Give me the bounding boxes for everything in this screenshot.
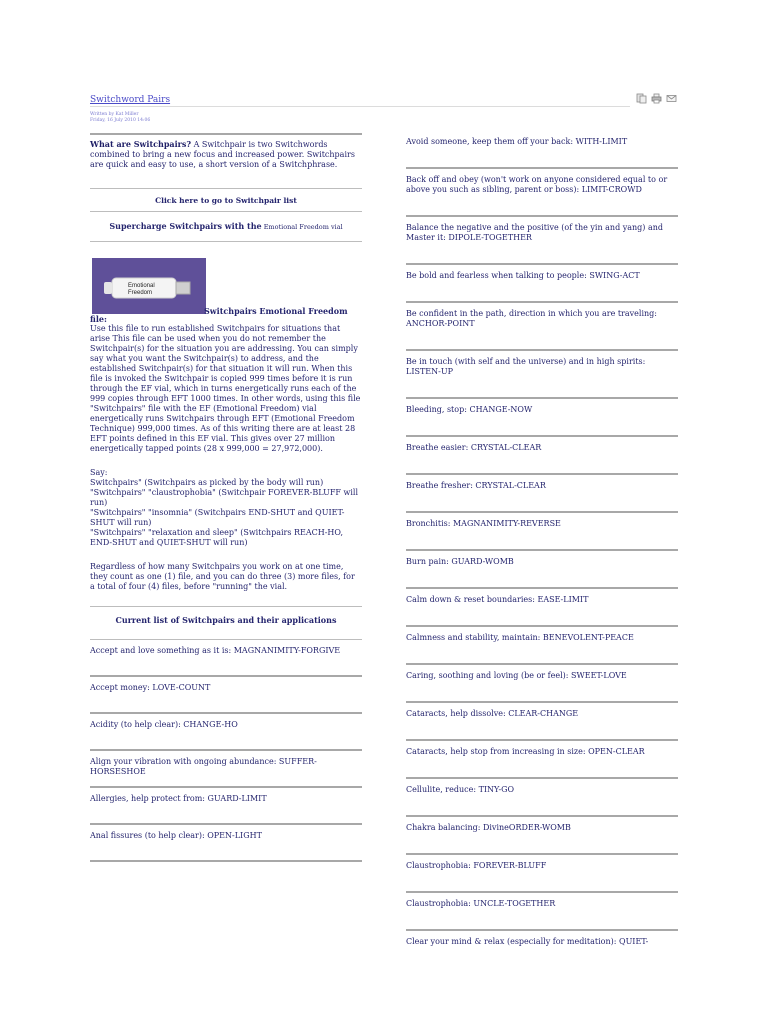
title-divider [90, 106, 630, 107]
left-entry-list [90, 640, 362, 862]
list-item: Cellulite, reduce: TINY-GO [406, 785, 515, 794]
divider [90, 211, 362, 212]
say-block [90, 468, 362, 548]
list-item: Accept and love something as it is: MAGNANIMITY-FORGIVE [90, 646, 341, 655]
print-icon[interactable] [651, 93, 662, 104]
divider [90, 133, 362, 135]
list-item: Accept money: LOVE-COUNT [90, 683, 211, 692]
list-item: Cataracts, help stop from increasing in size: OPEN-CLEAR [406, 747, 645, 756]
list-item: Claustrophobia: UNCLE-TOGETHER [406, 899, 556, 908]
say-line: "Switchpairs" "insomnia" (Switchpairs END-SHUT and QUIET-SHUT will run) [90, 508, 345, 527]
list-heading: Current list of Switchpairs and their applications [115, 615, 337, 625]
vial-label-line2: Freedom [128, 290, 153, 296]
file-label: file: [90, 314, 107, 324]
supercharge-bold: Supercharge Switchpairs with the [109, 221, 262, 231]
list-item: Allergies, help protect from: GUARD-LIMIT [90, 794, 267, 803]
right-column [406, 131, 678, 951]
divider [90, 606, 362, 607]
pdf-icon[interactable] [636, 93, 647, 104]
article-meta [90, 112, 150, 124]
list-item: Breathe fresher: CRYSTAL-CLEAR [406, 481, 546, 490]
list-item: Be bold and fearless when talking to people: SWING-ACT [406, 271, 640, 280]
list-item: Align your vibration with ongoing abundance: SUFFER-HORSESHOE [90, 757, 317, 776]
emotional-freedom-vial-image [92, 258, 206, 314]
list-item: Breathe easier: CRYSTAL-CLEAR [406, 443, 542, 452]
body-paragraph: Use this file to run established Switchpairs for situations that arise This file can be used when you do not remember the Switchpair(s) for the situation you are addressing. You can simply say what you want the Switchpair(s) to address, and the established Switchpair(s) for that situation it will run. When this file is invoked the Switchpair is copied 999 times before it is run through the EF vial, which in turns energetically runs each of the 999 copies through EFT 1000 times. In other words, using this file "Switchpairs" file with the EF (Emotional Freedom) vial energetically runs Switchpairs through EFT (Emotional Freedom Technique) 999,000 times. As of this writing there are at least 28 EFT points defined in this EF vial. This gives over 27 million energetically tapped points (28 x 999,000 = 27,972,000). [90, 324, 361, 453]
list-item: Be in touch (with self and the universe) and in high spirits: LISTEN-UP [406, 357, 646, 376]
list-item: Claustrophobia: FOREVER-BLUFF [406, 861, 547, 870]
intro-paragraph [90, 139, 362, 170]
right-entry-list [406, 131, 678, 951]
supercharge-heading [90, 221, 362, 232]
article-tools [636, 93, 677, 104]
divider [90, 860, 362, 862]
list-item: Chakra balancing: DivineORDER-WOMB [406, 823, 571, 832]
vial-section [90, 258, 362, 318]
list-item: Anal fissures (to help clear): OPEN-LIGHT [90, 831, 262, 840]
list-item: Cataracts, help dissolve: CLEAR-CHANGE [406, 709, 579, 718]
email-icon[interactable] [666, 93, 677, 104]
vial-caption: Switchpairs Emotional Freedom [204, 306, 348, 316]
list-item: Back off and obey (won't work on anyone considered equal to or above you such as sibling, parent or boss): LIMIT-CROWD [406, 175, 668, 194]
intro-lead: What are Switchpairs? [90, 139, 192, 149]
list-item: Burn pain: GUARD-WOMB [406, 557, 514, 566]
left-column [90, 133, 362, 862]
say-line: "Switchpairs" "relaxation and sleep" (Switchpairs REACH-HO, END-SHUT and QUIET-SHUT will run) [90, 528, 344, 547]
intro-text: A Switchpair is two Switchwords combined to bring a new focus and increased power. Switchpairs are quick and easy to use, a short version of a Switchphrase. [90, 140, 355, 169]
date-line: Friday, 16 July 2010 14:06 [90, 118, 151, 123]
supercharge-small: Emotional Freedom vial [261, 223, 343, 231]
divider [90, 241, 362, 242]
list-item: Acidity (to help clear): CHANGE-HO [90, 720, 238, 729]
author-line: Written by Kat Miller [90, 112, 139, 117]
vial-label-line1: Emotional [128, 283, 155, 289]
page-title[interactable]: Switchword Pairs [90, 95, 171, 105]
say-line: Say: [90, 468, 108, 477]
list-item: Clear your mind & relax (especially for meditation): QUIET- [406, 937, 649, 946]
regardless-paragraph: Regardless of how many Switchpairs you work on at one time, they count as one (1) file, and you can do three (3) more files, for a total of four (4) files, before "running" the vial. [90, 562, 355, 591]
switchpair-list-link[interactable]: Click here to go to Switchpair list [155, 196, 297, 205]
list-item: Avoid someone, keep them off your back: WITH-LIMIT [406, 137, 628, 146]
list-item: Calm down & reset boundaries: EASE-LIMIT [406, 595, 589, 604]
list-item: Balance the negative and the positive (of the yin and yang) and Master it: DIPOLE-TOGETHER [406, 223, 663, 242]
divider [90, 188, 362, 189]
list-item: Bronchitis: MAGNANIMITY-REVERSE [406, 519, 561, 528]
list-item: Calmness and stability, maintain: BENEVOLENT-PEACE [406, 633, 634, 642]
list-item: Caring, soothing and loving (be or feel): SWEET-LOVE [406, 671, 627, 680]
say-line: "Switchpairs" "claustrophobia" (Switchpair FOREVER-BLUFF will run) [90, 488, 359, 507]
list-item: Bleeding, stop: CHANGE-NOW [406, 405, 533, 414]
say-line: Switchpairs" (Switchpairs as picked by the body will run) [90, 478, 324, 487]
list-item: Be confident in the path, direction in which you are traveling: ANCHOR-POINT [406, 309, 657, 328]
